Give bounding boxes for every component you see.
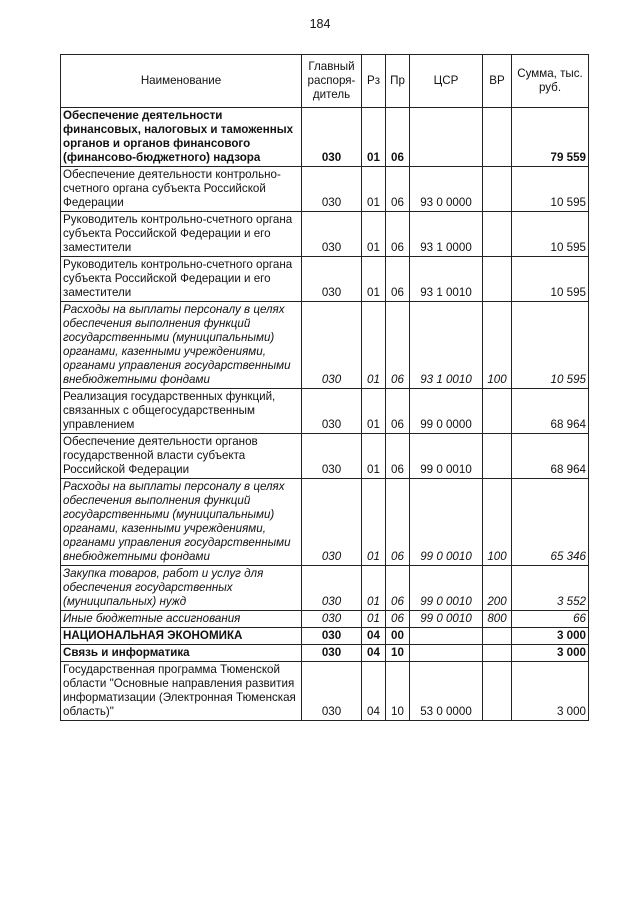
row-sum: 68 964 [512,434,589,479]
row-csr [410,108,483,167]
table-row [61,212,589,257]
row-grbs: 030 [302,212,362,257]
row-pr: 06 [386,611,410,628]
row-csr [410,645,483,662]
row-grbs: 030 [302,662,362,721]
header-name: Наименование [61,55,302,108]
row-sum: 3 552 [512,566,589,611]
header-grbs: Главный распоря-дитель [302,55,362,108]
row-csr: 93 0 0000 [410,167,483,212]
row-name: Связь и информатика [61,645,302,662]
row-pr: 10 [386,645,410,662]
row-sum: 79 559 [512,108,589,167]
row-name: Руководитель контрольно-счетного органа субъекта Российской Федерации и его заместители [61,212,302,257]
row-rz: 01 [362,257,386,302]
row-csr: 99 0 0010 [410,479,483,566]
row-vr [483,212,512,257]
row-pr: 06 [386,389,410,434]
row-grbs: 030 [302,434,362,479]
row-csr: 99 0 0000 [410,389,483,434]
row-name: НАЦИОНАЛЬНАЯ ЭКОНОМИКА [61,628,302,645]
row-name: Обеспечение деятельности финансовых, налоговых и таможенных органов и органов финансового (финансово-бюджетного) надзора [61,108,302,167]
table-row [61,257,589,302]
row-sum: 3 000 [512,662,589,721]
row-sum: 10 595 [512,212,589,257]
table-row [61,108,589,167]
row-grbs: 030 [302,167,362,212]
header-sum: Сумма, тыс. руб. [512,55,589,108]
row-name: Закупка товаров, работ и услуг для обеспечения государственных (муниципальных) нужд [61,566,302,611]
row-grbs: 030 [302,389,362,434]
row-rz: 01 [362,566,386,611]
row-vr [483,645,512,662]
row-csr: 53 0 0000 [410,662,483,721]
row-sum: 68 964 [512,389,589,434]
page-number: 184 [309,17,331,31]
table-row [61,662,589,721]
row-vr [483,257,512,302]
row-vr [483,167,512,212]
row-rz: 04 [362,628,386,645]
row-rz: 01 [362,479,386,566]
row-sum: 65 346 [512,479,589,566]
row-vr: 200 [483,566,512,611]
row-csr: 93 1 0010 [410,257,483,302]
row-name: Государственная программа Тюменской области "Основные направления развития информатизации (Электронная Тюменская область)" [61,662,302,721]
row-pr: 06 [386,302,410,389]
row-csr: 99 0 0010 [410,434,483,479]
row-vr [483,434,512,479]
row-rz: 04 [362,645,386,662]
row-sum: 3 000 [512,645,589,662]
row-vr: 100 [483,479,512,566]
row-sum: 10 595 [512,257,589,302]
row-vr [483,628,512,645]
row-vr [483,108,512,167]
row-pr: 06 [386,257,410,302]
table-row [61,167,589,212]
row-grbs: 030 [302,566,362,611]
row-vr: 800 [483,611,512,628]
row-pr: 06 [386,212,410,257]
row-rz: 04 [362,662,386,721]
row-name: Обеспечение деятельности органов государственной власти субъекта Российской Федерации [61,434,302,479]
row-csr: 99 0 0010 [410,566,483,611]
row-csr [410,628,483,645]
row-rz: 01 [362,389,386,434]
row-grbs: 030 [302,479,362,566]
row-pr: 06 [386,108,410,167]
table-row [61,611,589,628]
budget-table [60,54,589,721]
row-sum: 10 595 [512,302,589,389]
row-grbs: 030 [302,108,362,167]
header-csr: ЦСР [410,55,483,108]
row-name: Расходы на выплаты персоналу в целях обеспечения выполнения функций государственными (муниципальными) органами, казенными учреждениями, органами управления государственными внебюджетными фондами [61,479,302,566]
row-rz: 01 [362,167,386,212]
row-vr [483,662,512,721]
row-name: Обеспечение деятельности контрольно-счетного органа субъекта Российской Федерации [61,167,302,212]
row-pr: 06 [386,566,410,611]
row-rz: 01 [362,108,386,167]
row-pr: 00 [386,628,410,645]
header-rz: Рз [362,55,386,108]
row-pr: 06 [386,434,410,479]
row-vr [483,389,512,434]
row-name: Руководитель контрольно-счетного органа субъекта Российской Федерации и его заместители [61,257,302,302]
table-row [61,302,589,389]
row-rz: 01 [362,611,386,628]
row-grbs: 030 [302,611,362,628]
row-sum: 66 [512,611,589,628]
row-rz: 01 [362,434,386,479]
header-pr: Пр [386,55,410,108]
table-row [61,479,589,566]
row-grbs: 030 [302,302,362,389]
table-row [61,645,589,662]
table-row [61,434,589,479]
row-grbs: 030 [302,628,362,645]
table-row [61,389,589,434]
header-vr: ВР [483,55,512,108]
table-row [61,566,589,611]
row-pr: 06 [386,479,410,566]
row-name: Реализация государственных функций, связанных с общегосударственным управлением [61,389,302,434]
row-csr: 99 0 0010 [410,611,483,628]
row-csr: 93 1 0010 [410,302,483,389]
table-row [61,628,589,645]
row-name: Расходы на выплаты персоналу в целях обеспечения выполнения функций государственными (муниципальными) органами, казенными учреждениями, органами управления государственными внебюджетными фондами [61,302,302,389]
row-vr: 100 [483,302,512,389]
row-pr: 10 [386,662,410,721]
row-sum: 10 595 [512,167,589,212]
row-pr: 06 [386,167,410,212]
table-header-row [61,55,589,108]
row-name: Иные бюджетные ассигнования [61,611,302,628]
row-rz: 01 [362,212,386,257]
row-grbs: 030 [302,645,362,662]
row-rz: 01 [362,302,386,389]
row-grbs: 030 [302,257,362,302]
row-sum: 3 000 [512,628,589,645]
row-csr: 93 1 0000 [410,212,483,257]
